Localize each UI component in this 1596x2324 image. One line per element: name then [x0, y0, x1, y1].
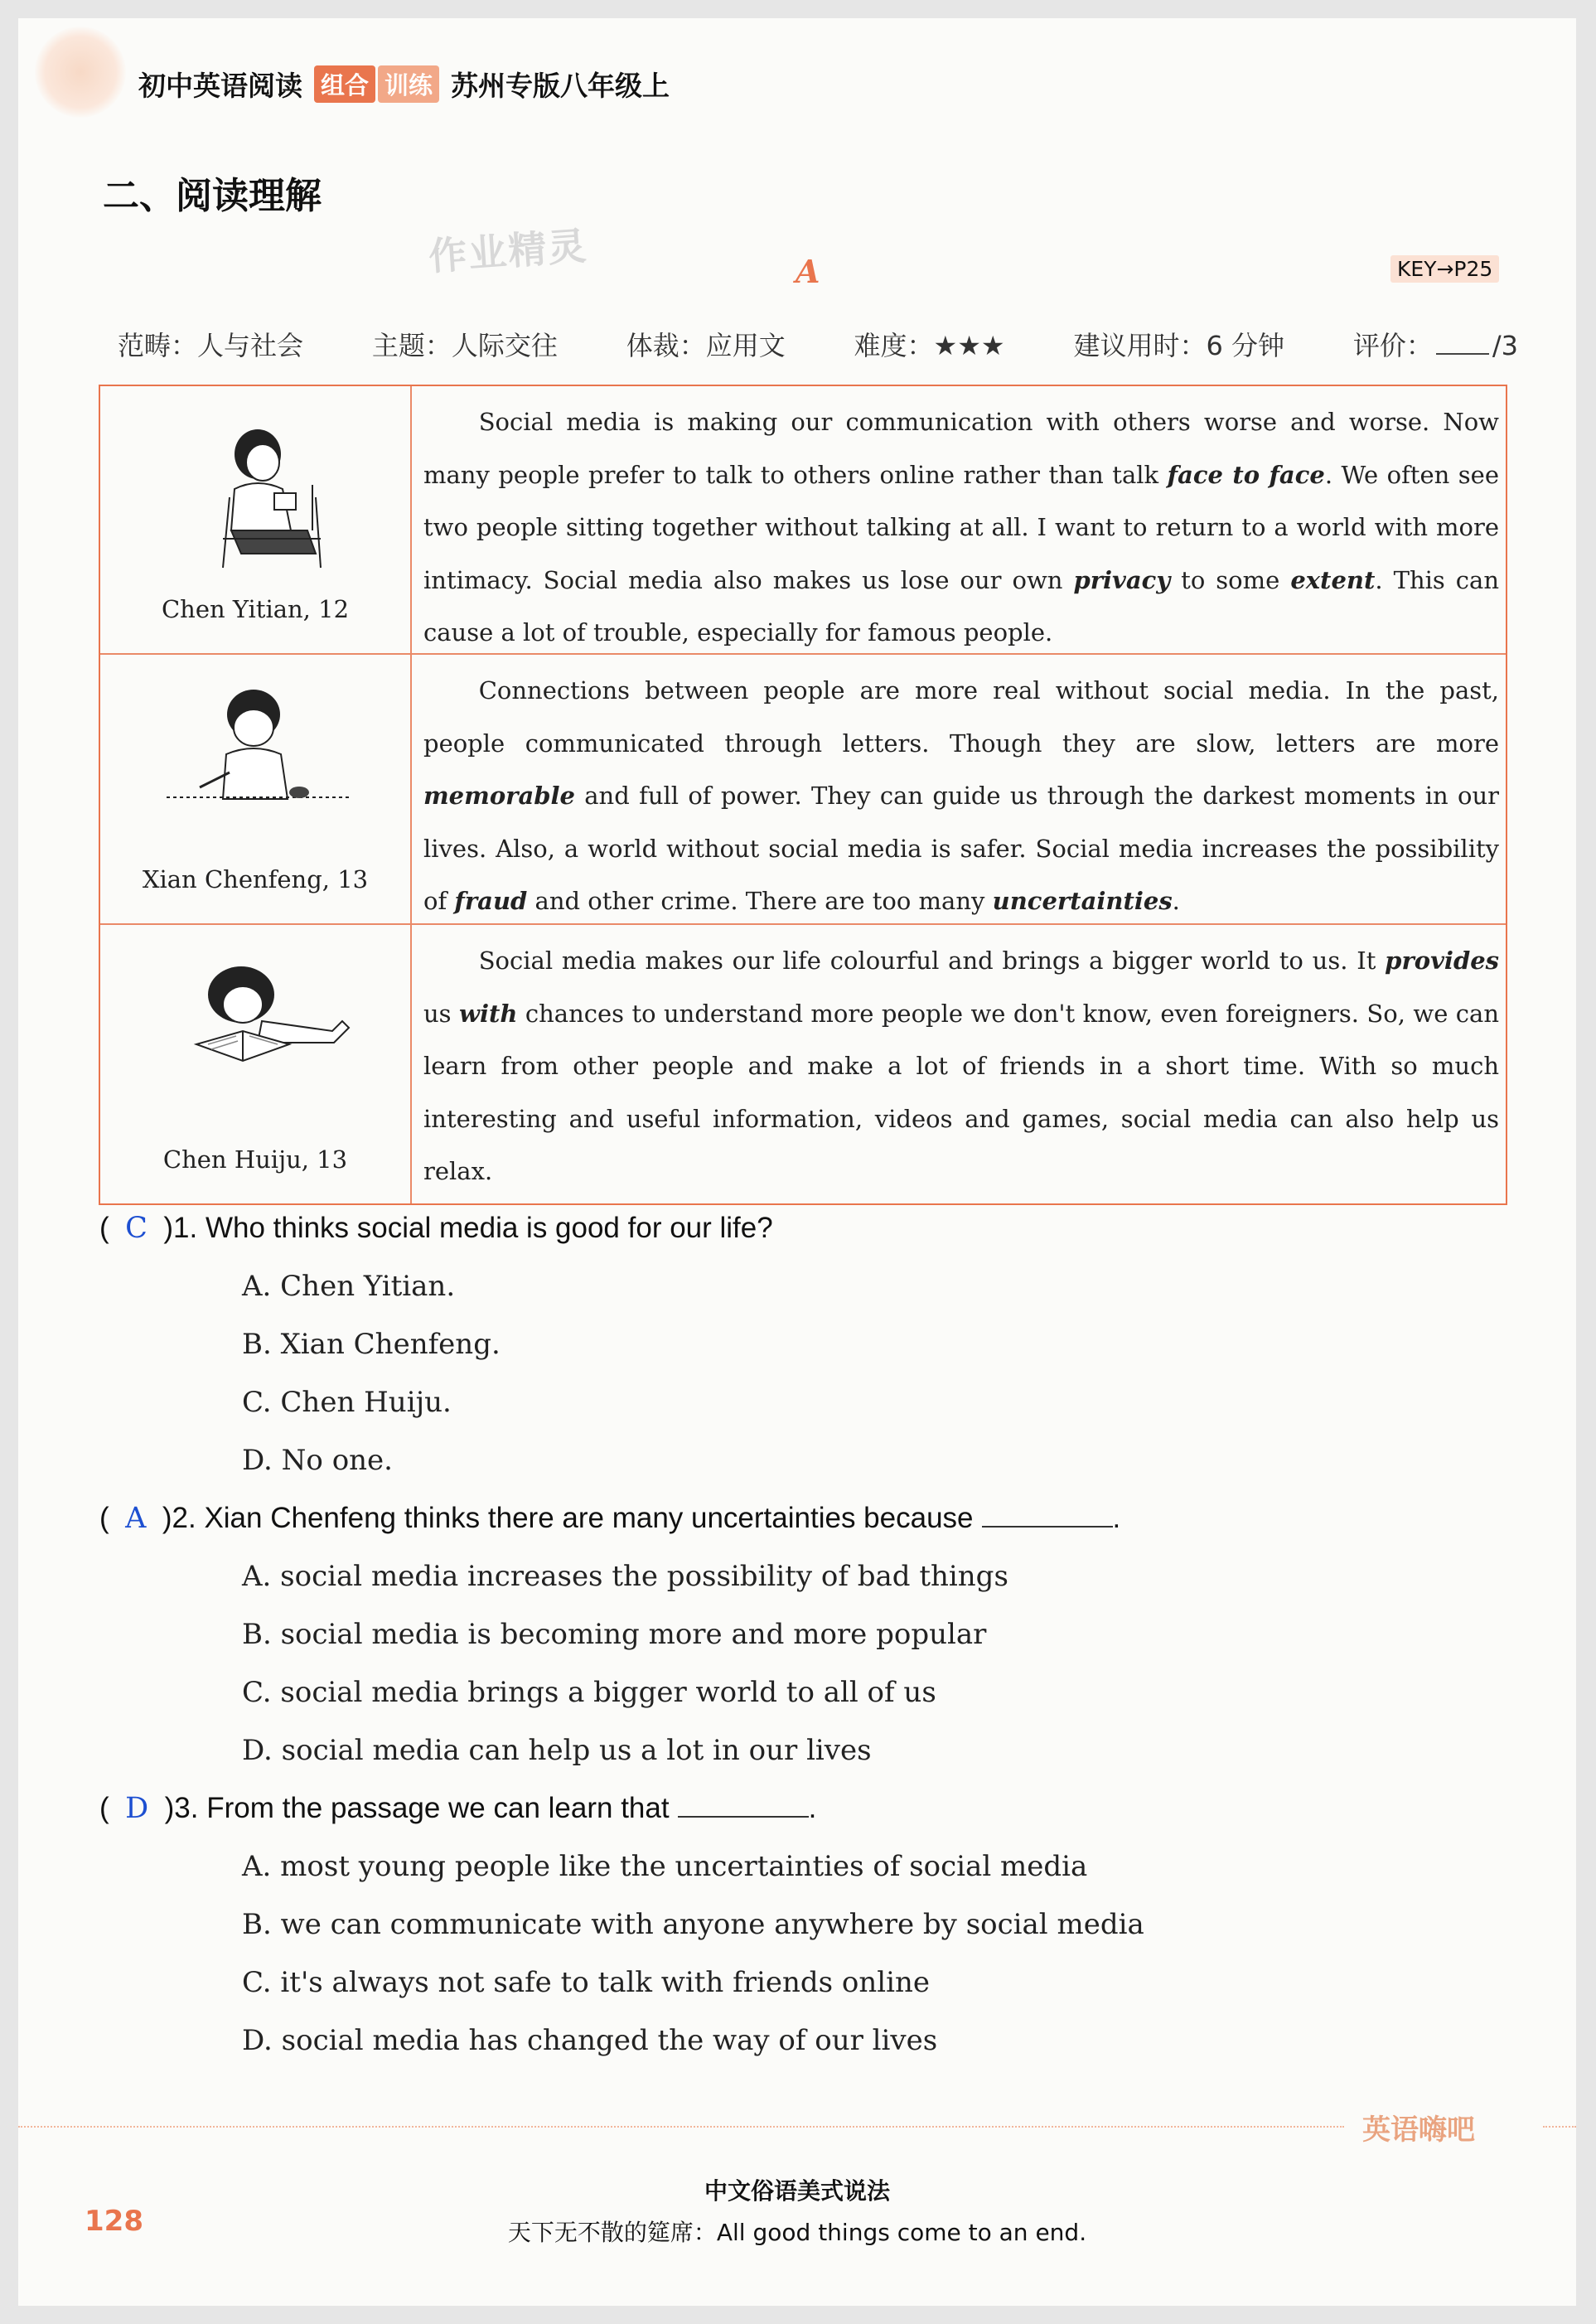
- option: B. we can communicate with anyone anywhere by social media: [242, 1908, 1144, 1941]
- page-header: [138, 65, 670, 104]
- passage-text: . This can cause a lot of trouble, especially for famous people.: [423, 565, 1499, 646]
- opinion-row: [100, 655, 1506, 925]
- footer-divider-end: [1543, 2126, 1576, 2128]
- option: B. Xian Chenfeng.: [242, 1328, 501, 1361]
- girl-with-phone-illustration: [150, 406, 365, 572]
- boy-writing-illustration: [150, 675, 365, 840]
- passage-text: .: [1172, 887, 1180, 915]
- key-term: memorable: [423, 782, 575, 810]
- option: C. social media brings a bigger world to all of us: [242, 1676, 936, 1709]
- key-term: with: [458, 999, 518, 1028]
- question-stem: Who thinks social media is good for our life?: [205, 1212, 773, 1244]
- answer-mark: C: [125, 1212, 148, 1245]
- option: A. social media increases the possibility of bad things: [242, 1560, 1008, 1593]
- passage-text: Social media makes our life colourful and brings a bigger world to us. It: [478, 947, 1386, 975]
- option: D. social media has changed the way of our lives: [242, 2024, 938, 2057]
- passage-text: and full of power. They can guide us through the darkest moments in our lives. Also, a world without social media is safer. Social media increases the possibility of: [423, 782, 1499, 915]
- book-title: 初中英语阅读: [138, 70, 302, 102]
- student-cell: [100, 925, 412, 1203]
- proverb-text: 天下无不散的筵席：All good things come to an end.: [507, 2219, 1087, 2246]
- answer-key-ref: KEY→P25: [1390, 255, 1499, 283]
- watermark-logo: 作业精灵: [427, 223, 589, 279]
- key-term: face to face: [1167, 460, 1325, 489]
- question-stem: Xian Chenfeng thinks there are many uncertainties because: [204, 1502, 974, 1534]
- key-term: extent: [1290, 565, 1376, 594]
- answer-mark: D: [125, 1792, 149, 1825]
- footer-label: 英语嗨吧: [1354, 2107, 1483, 2147]
- opinion-text: [412, 925, 1506, 1203]
- meta-category: 范畴：人与社会: [118, 330, 304, 361]
- section-title: 二、阅读理解: [103, 175, 322, 217]
- option: A. most young people like the uncertainties of social media: [242, 1850, 1088, 1883]
- option: D. social media can help us a lot in our lives: [242, 1734, 872, 1767]
- book-tag-training: 训练: [378, 65, 439, 103]
- opinion-row: [100, 386, 1506, 655]
- key-term: fraud: [454, 887, 528, 915]
- question-3: ( D )3. From the passage we can learn that .: [99, 1792, 817, 1825]
- passage-text: Social media is making our communication with others worse and worse. Now many people prefer to talk to others online rather than talk: [423, 408, 1499, 489]
- option: B. social media is becoming more and more popular: [242, 1618, 987, 1651]
- question-1: ( C )1. Who thinks social media is good for our life?: [99, 1212, 773, 1245]
- book-tag-combo: 组合: [314, 65, 375, 103]
- option: C. Chen Huiju.: [242, 1386, 452, 1419]
- opinion-text: [412, 655, 1506, 923]
- student-name: Chen Yitian, 12: [161, 595, 350, 623]
- passage-meta: [118, 325, 1518, 363]
- passage-text: us: [423, 999, 459, 1028]
- student-name: Xian Chenfeng, 13: [142, 865, 369, 893]
- passage-text: to some: [1170, 565, 1291, 594]
- student-name: Chen Huiju, 13: [162, 1145, 348, 1174]
- student-cell: [100, 386, 412, 653]
- meta-difficulty: 难度：★★★: [854, 330, 1005, 361]
- meta-evaluation: 评价： /3: [1352, 330, 1518, 361]
- page-number: 128: [85, 2205, 143, 2238]
- passage-text: Connections between people are more real without social media. In the past, people communicated through letters. Though they are slow, letters are more: [423, 676, 1499, 758]
- book-edition: 苏州专版八年级上: [451, 70, 670, 102]
- key-term: privacy: [1073, 565, 1171, 594]
- opinion-table: [99, 385, 1507, 1205]
- girl-reading-illustration: [150, 945, 365, 1111]
- key-term: provides: [1385, 947, 1499, 975]
- option: C. it's always not safe to talk with friends online: [242, 1966, 930, 1999]
- option: D. No one.: [242, 1444, 393, 1477]
- footer-divider: [18, 2126, 1344, 2128]
- meta-theme: 主题：人际交往: [371, 330, 558, 361]
- key-term: uncertainties: [992, 887, 1173, 915]
- question-2: ( A )2. Xian Chenfeng thinks there are many uncertainties because .: [99, 1502, 1121, 1535]
- opinion-text: [412, 386, 1506, 653]
- header-decoration: [35, 27, 126, 118]
- meta-genre: 体裁：应用文: [626, 330, 786, 361]
- answer-blank: [678, 1816, 809, 1818]
- question-stem: From the passage we can learn that: [206, 1792, 670, 1824]
- proverb-title: 中文俗语美式说法: [704, 2177, 890, 2205]
- answer-mark: A: [125, 1502, 147, 1535]
- meta-time: 建议用时：6 分钟: [1073, 330, 1284, 361]
- student-cell: [100, 655, 412, 923]
- passage-text: . We often see two people sitting together without talking at all. I want to return to a world with more intimacy. Social media also makes us lose our own: [423, 460, 1499, 594]
- passage-text: chances to understand more people we don't know, even foreigners. So, we can learn from other people and make a lot of friends in a short time. With so much interesting and useful information, videos and games, social media can also help us relax.: [423, 999, 1499, 1185]
- option: A. Chen Yitian.: [242, 1270, 456, 1303]
- opinion-row: [100, 925, 1506, 1203]
- answer-blank: [982, 1526, 1113, 1528]
- passage-text: and other crime. There are too many: [527, 887, 993, 915]
- part-letter: A: [796, 253, 820, 290]
- page: [18, 18, 1576, 2306]
